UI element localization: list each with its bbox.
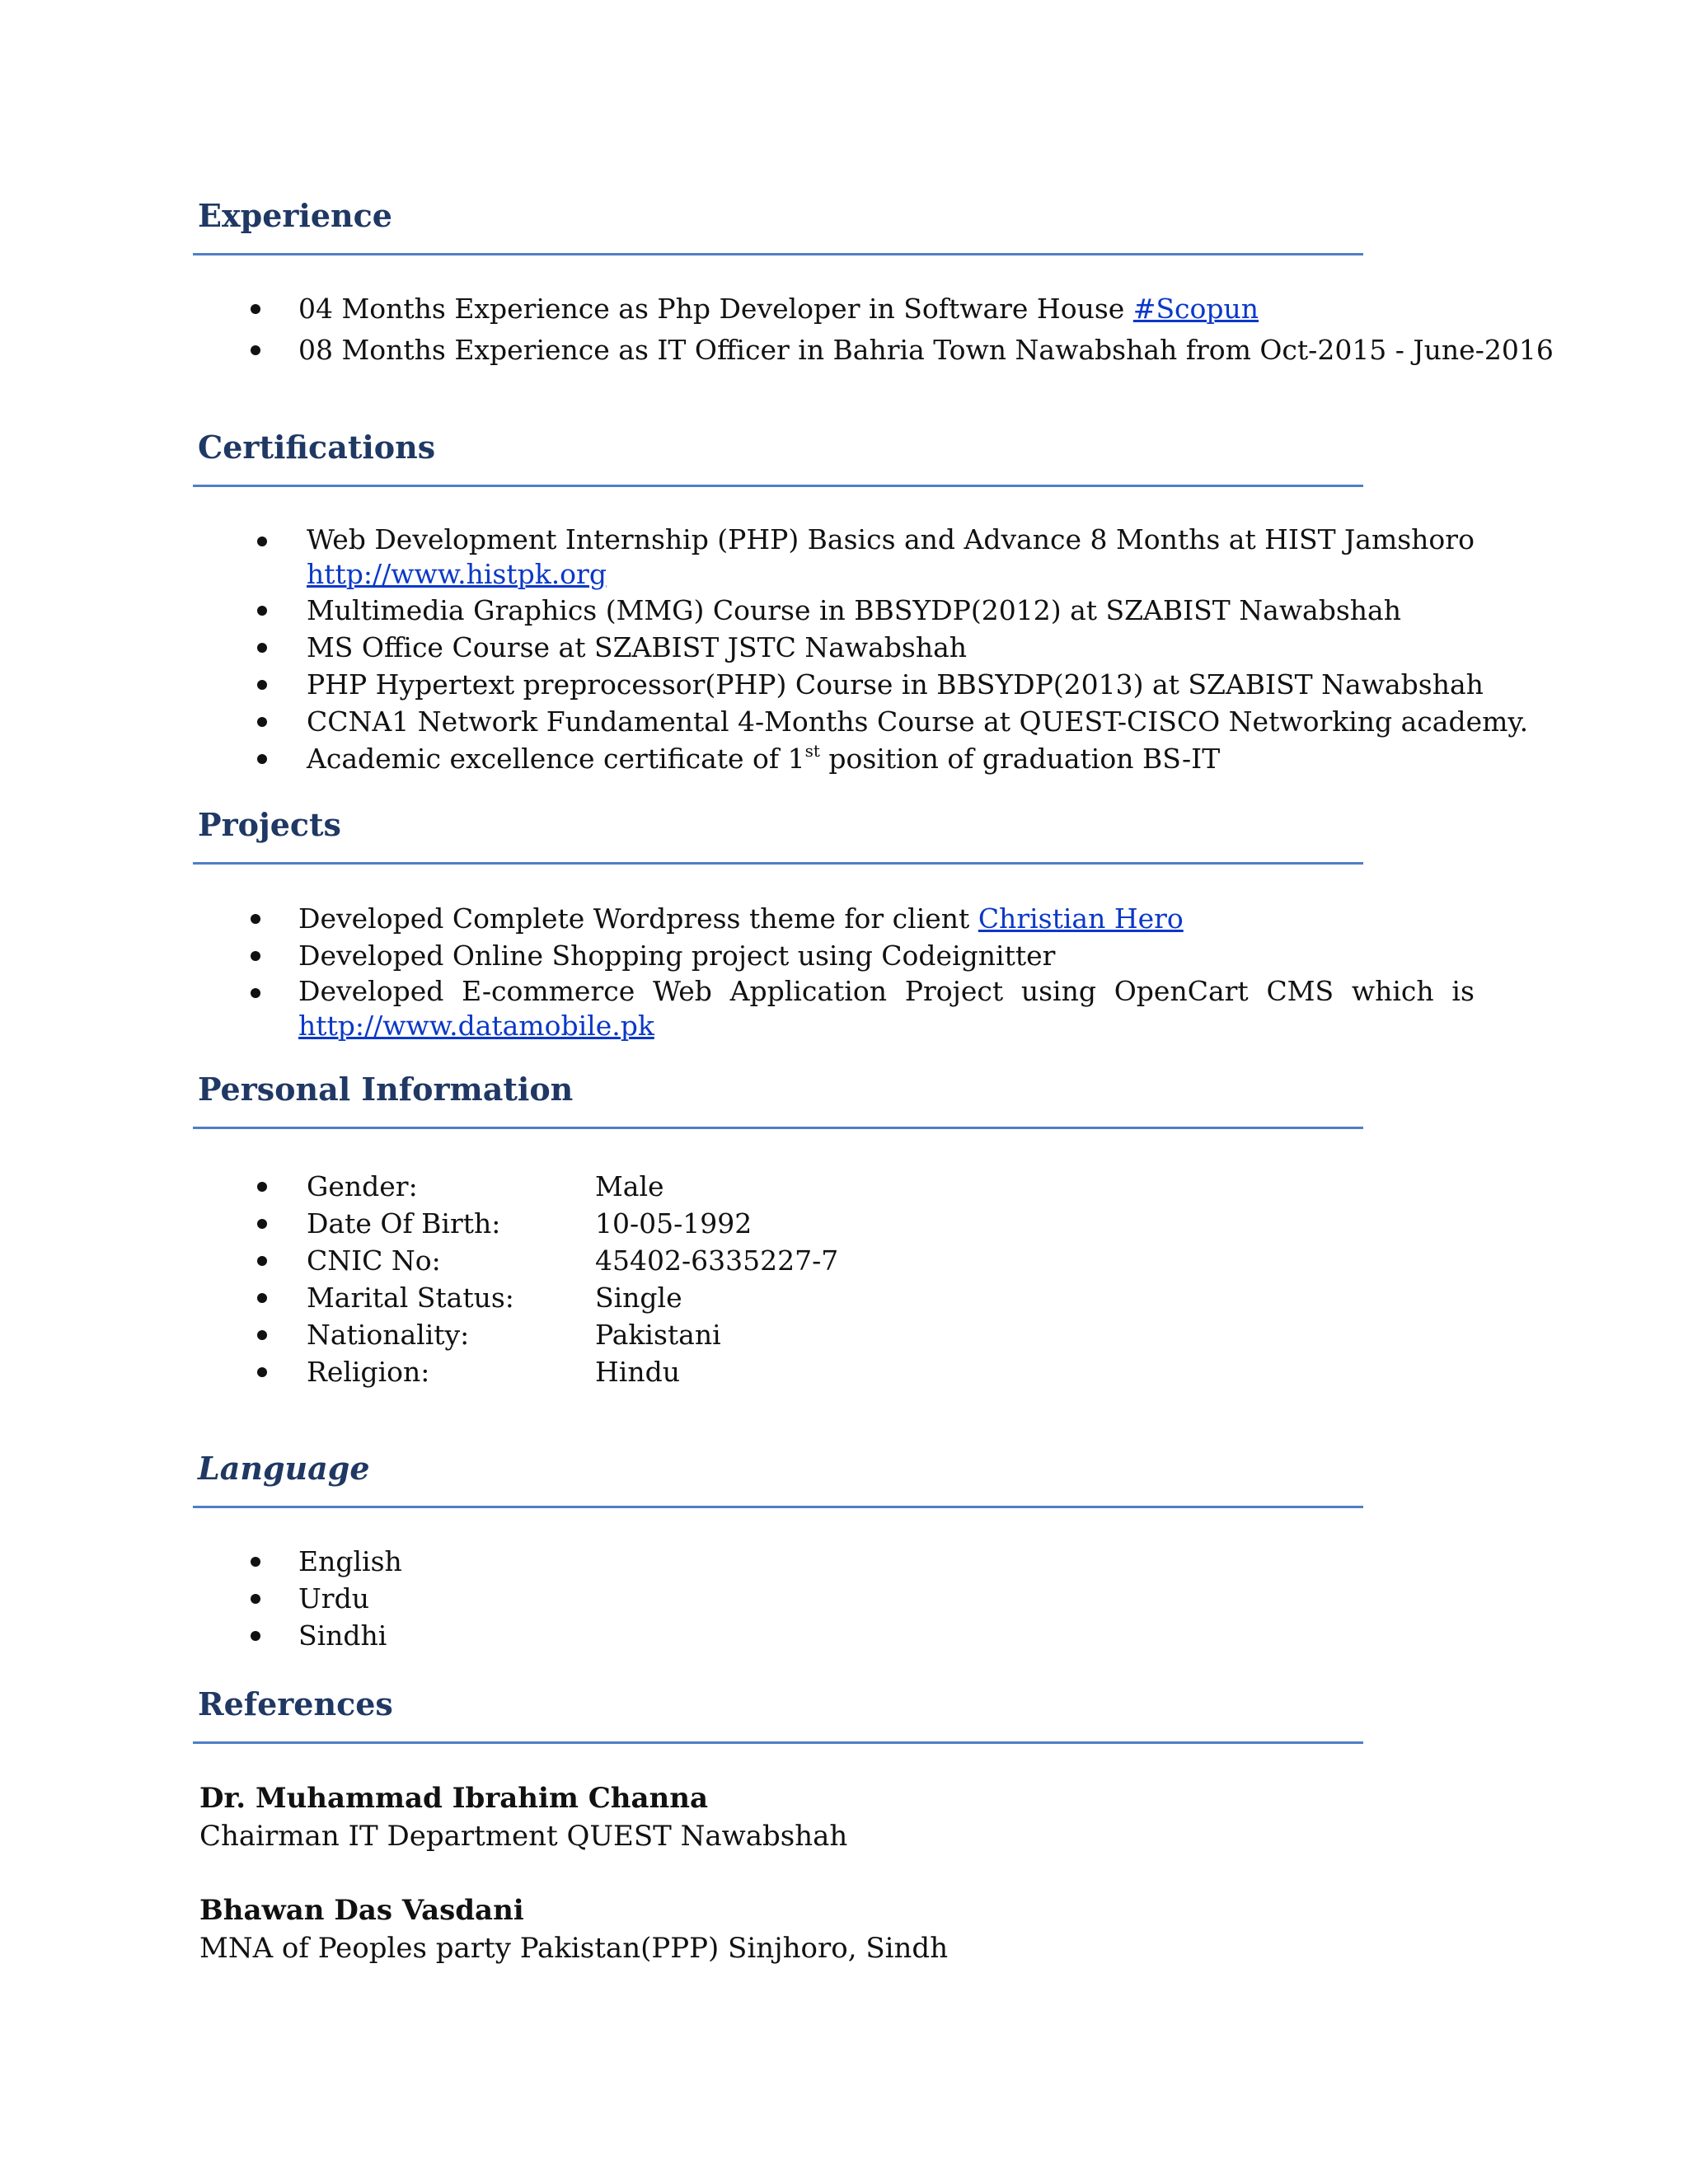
bullet-icon bbox=[251, 988, 260, 998]
histpk-link[interactable]: http://www.histpk.org bbox=[307, 558, 607, 590]
bullet-icon bbox=[257, 1256, 267, 1266]
certification-justified-line: Web Development Internship (PHP) Basics and Advance 8 Months at HIST Jamshoro bbox=[307, 523, 1475, 555]
list-item: Developed Online Shopping project using Codeignitter bbox=[193, 937, 1363, 974]
reference-entry bbox=[193, 1779, 1363, 1855]
experience-item-text: 08 Months Experience as IT Officer in Bahria Town Nawabshah from Oct-2015 - June-2016 bbox=[298, 334, 1554, 366]
scopun-link[interactable]: #Scopun bbox=[1132, 293, 1259, 325]
list-item bbox=[193, 290, 1363, 327]
reference-title: Chairman IT Department QUEST Nawabshah bbox=[199, 1820, 848, 1853]
list-item bbox=[193, 523, 1475, 592]
bullet-icon bbox=[257, 1367, 267, 1377]
references-divider bbox=[193, 1741, 1363, 1744]
list-item: Urdu bbox=[193, 1580, 1363, 1617]
list-item: PHP Hypertext preprocessor(PHP) Course in BBSYDP(2013) at SZABIST Nawabshah bbox=[193, 666, 1363, 703]
projects-heading: Projects bbox=[198, 806, 341, 843]
language-list bbox=[193, 1543, 1363, 1654]
certifications-heading: Certifications bbox=[198, 429, 436, 466]
reference-name: Bhawan Das Vasdani bbox=[199, 1894, 524, 1927]
projects-list bbox=[193, 900, 1475, 1043]
certifications-section bbox=[193, 427, 1529, 777]
experience-list bbox=[193, 290, 1554, 368]
personal-info-heading: Personal Information bbox=[198, 1071, 574, 1108]
projects-section bbox=[193, 804, 1475, 1043]
bullet-icon bbox=[257, 754, 267, 764]
projects-divider bbox=[193, 862, 1363, 865]
bullet-icon bbox=[257, 717, 267, 727]
list-item: Date Of Birth: 10-05-1992 bbox=[193, 1205, 1363, 1242]
list-item: MS Office Course at SZABIST JSTC Nawabshah bbox=[193, 629, 1363, 666]
bullet-icon bbox=[257, 1219, 267, 1229]
datamobile-link[interactable]: http://www.datamobile.pk bbox=[298, 1010, 654, 1042]
list-item: Nationality: Pakistani bbox=[193, 1316, 1363, 1353]
list-item bbox=[193, 974, 1475, 1043]
list-item: Developed Complete Wordpress theme for client Christian Hero bbox=[193, 900, 1363, 937]
bullet-icon bbox=[251, 914, 260, 924]
bullet-icon bbox=[251, 304, 260, 314]
bullet-icon bbox=[251, 1631, 260, 1641]
project-justified-line: Developed E-commerce Web Application Project using OpenCart CMS which is bbox=[298, 975, 1475, 1007]
bullet-icon bbox=[251, 1594, 260, 1604]
language-section bbox=[193, 1448, 1363, 1654]
experience-section bbox=[193, 195, 1554, 368]
personal-info-list bbox=[193, 1168, 1363, 1390]
bullet-icon bbox=[257, 1293, 267, 1303]
references-section bbox=[193, 1684, 1363, 1967]
bullet-icon bbox=[257, 1330, 267, 1340]
language-divider bbox=[193, 1506, 1363, 1508]
bullet-icon bbox=[251, 1557, 260, 1567]
experience-item-text: 04 Months Experience as Php Developer in Software House bbox=[298, 293, 1133, 325]
christian-hero-link[interactable]: Christian Hero bbox=[978, 902, 1184, 935]
list-item: Academic excellence certificate of 1st position of graduation BS-IT bbox=[193, 740, 1363, 777]
list-item: Marital Status: Single bbox=[193, 1279, 1363, 1316]
bullet-icon bbox=[257, 537, 267, 546]
personal-info-divider bbox=[193, 1127, 1363, 1129]
language-heading: Language bbox=[198, 1450, 370, 1487]
list-item: CCNA1 Network Fundamental 4-Months Course at QUEST-CISCO Networking academy. bbox=[193, 703, 1363, 740]
reference-entry bbox=[193, 1891, 1363, 1967]
personal-info-section bbox=[193, 1069, 1363, 1390]
references-heading: References bbox=[198, 1685, 393, 1722]
list-item: Multimedia Graphics (MMG) Course in BBSYDP(2012) at SZABIST Nawabshah bbox=[193, 592, 1363, 629]
list-item: Gender: Male bbox=[193, 1168, 1363, 1205]
reference-name: Dr. Muhammad Ibrahim Channa bbox=[199, 1782, 708, 1815]
reference-title: MNA of Peoples party Pakistan(PPP) Sinjhoro, Sindh bbox=[199, 1932, 949, 1965]
experience-heading: Experience bbox=[198, 197, 392, 234]
list-item: Sindhi bbox=[193, 1617, 1363, 1654]
list-item: Religion: Hindu bbox=[193, 1353, 1363, 1390]
bullet-icon bbox=[257, 643, 267, 653]
certifications-list bbox=[193, 523, 1529, 777]
certifications-divider bbox=[193, 485, 1363, 487]
bullet-icon bbox=[257, 606, 267, 616]
list-item bbox=[193, 331, 1554, 368]
bullet-icon bbox=[257, 1182, 267, 1192]
bullet-icon bbox=[251, 951, 260, 961]
experience-divider bbox=[193, 253, 1363, 255]
bullet-icon bbox=[251, 345, 260, 355]
list-item: English bbox=[193, 1543, 1363, 1580]
list-item: CNIC No: 45402-6335227-7 bbox=[193, 1242, 1363, 1279]
bullet-icon bbox=[257, 680, 267, 690]
